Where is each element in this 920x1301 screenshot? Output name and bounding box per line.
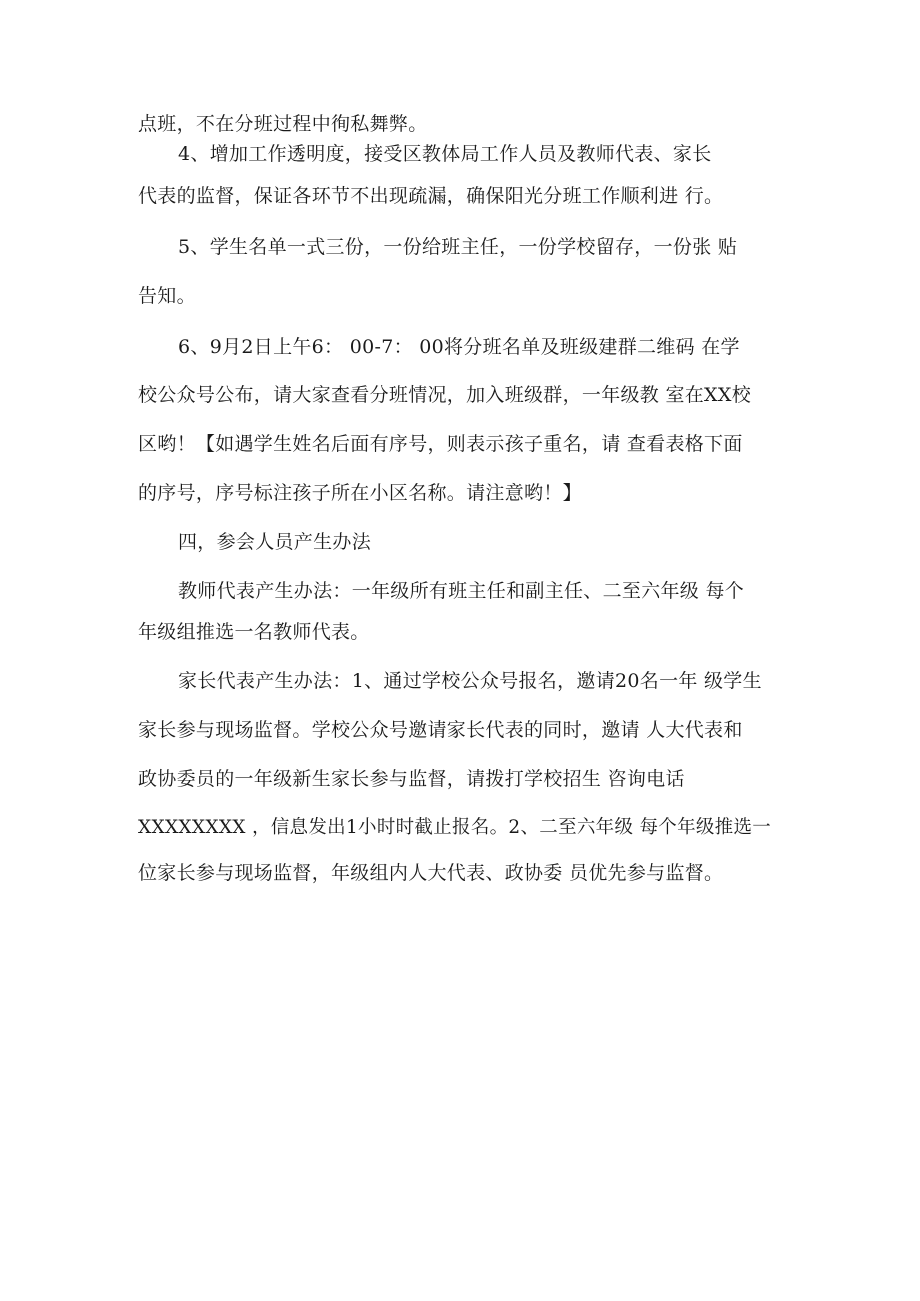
text-line: 家长参与现场监督。学校公众号邀请家长代表的同时，邀请 人大代表和	[138, 719, 743, 741]
section-heading: 四，参会人员产生办法	[178, 531, 372, 553]
text-line: 4、增加工作透明度，接受区教体局工作人员及教师代表、家长	[178, 143, 712, 165]
text-line: 告知。	[138, 285, 196, 307]
text-line: 教师代表产生办法：一年级所有班主任和副主任、二至六年级 每个	[178, 580, 745, 602]
text-line: XXXXXXXX ，信息发出1小时时截止报名。2、二至六年级 每个年级推选一	[138, 817, 772, 838]
text-line: 5、学生名单一式三份，一份给班主任，一份学校留存，一份张 贴	[178, 236, 738, 258]
text-line: 政协委员的一年级新生家长参与监督，请拨打学校招生 咨询电话	[138, 768, 685, 790]
text-line: 点班，不在分班过程中徇私舞弊。	[138, 113, 428, 135]
text-line: 6、9月2日上午6： 00-7： 00将分班名单及班级建群二维码 在学	[178, 336, 740, 358]
text-line: 的序号，序号标注孩子所在小区名称。请注意哟！】	[138, 482, 582, 504]
text-line: 校公众号公布，请大家查看分班情况，加入班级群，一年级教 室在XX校	[138, 384, 751, 406]
text-line: 位家长参与现场监督，年级组内人大代表、政协委 员优先参与监督。	[138, 862, 724, 884]
text-line: 代表的监督，保证各环节不出现疏漏，确保阳光分班工作顺利进 行。	[138, 185, 724, 207]
text-line: 年级组推选一名教师代表。	[138, 621, 370, 643]
text-line: 区哟！【如遇学生姓名后面有序号，则表示孩子重名，请 查看表格下面	[138, 433, 743, 455]
text-line: 家长代表产生办法：1、通过学校公众号报名，邀请20名一年 级学生	[178, 670, 762, 692]
